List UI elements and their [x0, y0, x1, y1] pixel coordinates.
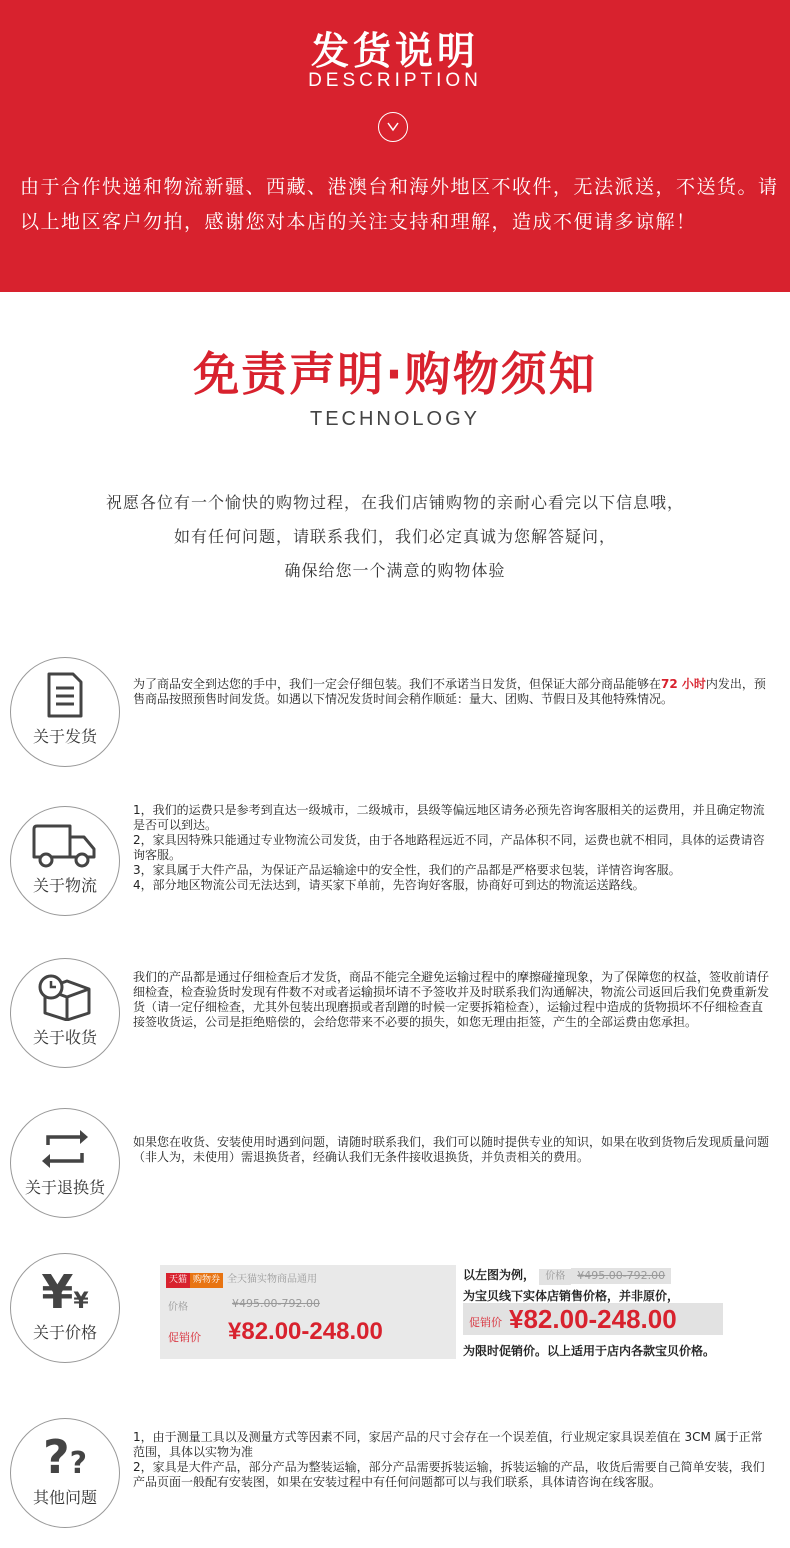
disclaimer-subtitle: TECHNOLOGY — [309, 408, 481, 430]
question-mark-icon: ?? — [42, 1430, 88, 1484]
intro-line: 祝愿各位有一个愉快的购物过程，在我们店铺购物的亲耐心看完以下信息哦， — [105, 493, 684, 512]
shipping-highlight: 72 小时 — [661, 677, 706, 691]
exchange-arrows-icon — [11, 1121, 119, 1173]
other-badge — [10, 1418, 120, 1528]
coupon-row — [166, 1271, 317, 1288]
shipping-text-part: 为了商品安全到达您的手中，我们一定会仔细包装。我们不承诺当日发货，但保证大部分商品能够在 — [133, 677, 662, 691]
price-example-image — [160, 1265, 456, 1359]
logistics-badge — [10, 806, 120, 916]
price-explain-line4: 为限时促销价。以上适用于店内各款宝贝价格。 — [463, 1344, 716, 1358]
returns-text: 如果您在收货、安装使用时遇到问题，请随时联系我们，我们可以随时提供专业的知识，如果在收到货物后发现质量问题（非人为，未使用）需退换货者，经确认我们无条件接收退换货，并负责相关的费用。 — [133, 1135, 770, 1164]
banner-title: 发货说明 — [310, 29, 479, 73]
example-price-label: 价格 — [539, 1269, 571, 1285]
shipping-text-part: 内发出，预售商品按照预售时间发货。如遇以下情况发货时间会稍作顺延：量大、团购、节假日及其他特殊情况。 — [133, 677, 766, 706]
price-label-text: 价格 — [168, 1302, 188, 1313]
returns-badge — [10, 1108, 120, 1218]
receiving-text: 我们的产品都是通过仔细检查后才发货，商品不能完全避免运输过程中的摩擦碰撞现象，为了保障您的权益，签收前请仔细检查，检查验货时发现有件数不对或者运输损坏请不予签收并及时联系我们沟通解决，物流公司返回后我们免费重新发货（请一定仔细检查，尤其外包装出现磨损或者刮蹭的时候一定要拆箱检查），运输过程中造成的货物损坏不仔细检查直接签收货运，公司是拒绝赔偿的，会给您带来不必要的损失，如您无理由拒签，产生的全部运费由您承担。 — [133, 970, 770, 1029]
logistics-item: 1，我们的运费只是参考到直达一级城市，二级城市，县级等偏远地区请务必预先咨询客服相关的运费用，并且确定物流是否可以到达。 — [133, 803, 765, 832]
chevron-down-icon — [378, 112, 408, 142]
other-item: 1，由于测量工具以及测量方式等因素不同，家居产品的尺寸会存在一个误差值，行业规定家具误差值在 3CM 属于正常范围，具体以实物为准 — [133, 1430, 763, 1459]
shipping-label: 关于发货 — [32, 727, 97, 746]
document-icon — [11, 670, 119, 722]
receiving-label: 关于收货 — [32, 1028, 97, 1047]
other-item: 2，家具是大件产品，部分产品为整装运输，部分产品需要拆装运输，拆装运输的产品，收货后需要自己简单安装，我们产品页面一般配有安装图，如果在安装过程中有任何问题都可以与我们联系，具体请咨询在线客服。 — [133, 1460, 765, 1489]
example-price-value: ¥495.00-792.00 — [571, 1268, 671, 1284]
banner-subtitle: DESCRIPTION — [308, 70, 482, 91]
logistics-item: 2，家具因特殊只能通过专业物流公司发货，由于各地路程远近不同，产品体积不同，运费也就不相同，具体的运费请咨询客服。 — [133, 833, 765, 862]
price-badge — [10, 1253, 120, 1363]
promo-price: ¥82.00-248.00 — [228, 1318, 383, 1345]
receiving-badge — [10, 958, 120, 1068]
intro-line: 确保给您一个满意的购物体验 — [284, 561, 506, 580]
price-label: 关于价格 — [32, 1323, 97, 1342]
other-text — [133, 1430, 773, 1490]
shipping-text — [133, 677, 773, 707]
logistics-label: 关于物流 — [32, 876, 97, 895]
logistics-item: 4，部分地区物流公司无法达到，请买家下单前，先咨询好客服，协商好可到达的物流运送路线。 — [133, 878, 645, 892]
example-promo-label: 促销价 — [469, 1316, 502, 1329]
tmall-tag: 天猫 — [166, 1273, 190, 1288]
banner-notice-text: 由于合作快递和物流新疆、西藏、港澳台和海外地区不收件，无法派送，不送货。请以上地区客户勿拍，感谢您对本店的关注支持和理解，造成不便请多谅解！ — [20, 176, 779, 233]
returns-label: 关于退换货 — [24, 1178, 105, 1197]
coupon-tag: 购物券 — [190, 1273, 223, 1288]
example-promo-price: ¥82.00-248.00 — [509, 1304, 677, 1334]
disclaimer-intro — [0, 486, 790, 588]
truck-icon — [11, 819, 119, 871]
intro-line: 如有任何问题，请联系我们，我们必定真诚为您解答疑问， — [173, 527, 616, 546]
logistics-text — [133, 803, 773, 893]
box-clock-icon — [11, 971, 119, 1023]
example-promo-box — [463, 1303, 723, 1335]
original-price: ¥495.00-792.00 — [232, 1297, 320, 1310]
disclaimer-title: 免责声明·购物须知 — [193, 347, 597, 401]
yen-icon: ¥¥ — [41, 1265, 89, 1319]
coupon-text: 全天猫实物商品通用 — [227, 1274, 318, 1285]
shipping-badge — [10, 657, 120, 767]
other-label: 其他问题 — [32, 1488, 97, 1507]
promo-label: 促销价 — [168, 1331, 201, 1344]
price-explain-line2: 为宝贝线下实体店销售价格，并非原价， — [463, 1289, 680, 1303]
price-explain-line1: 以左图为例， 价格 ¥495.00-792.00 — [463, 1266, 671, 1285]
logistics-item: 3，家具属于大件产品，为保证产品运输途中的安全性，我们的产品都是严格要求包装，详情咨询客服。 — [133, 863, 681, 877]
shipping-notice-banner — [0, 0, 790, 292]
